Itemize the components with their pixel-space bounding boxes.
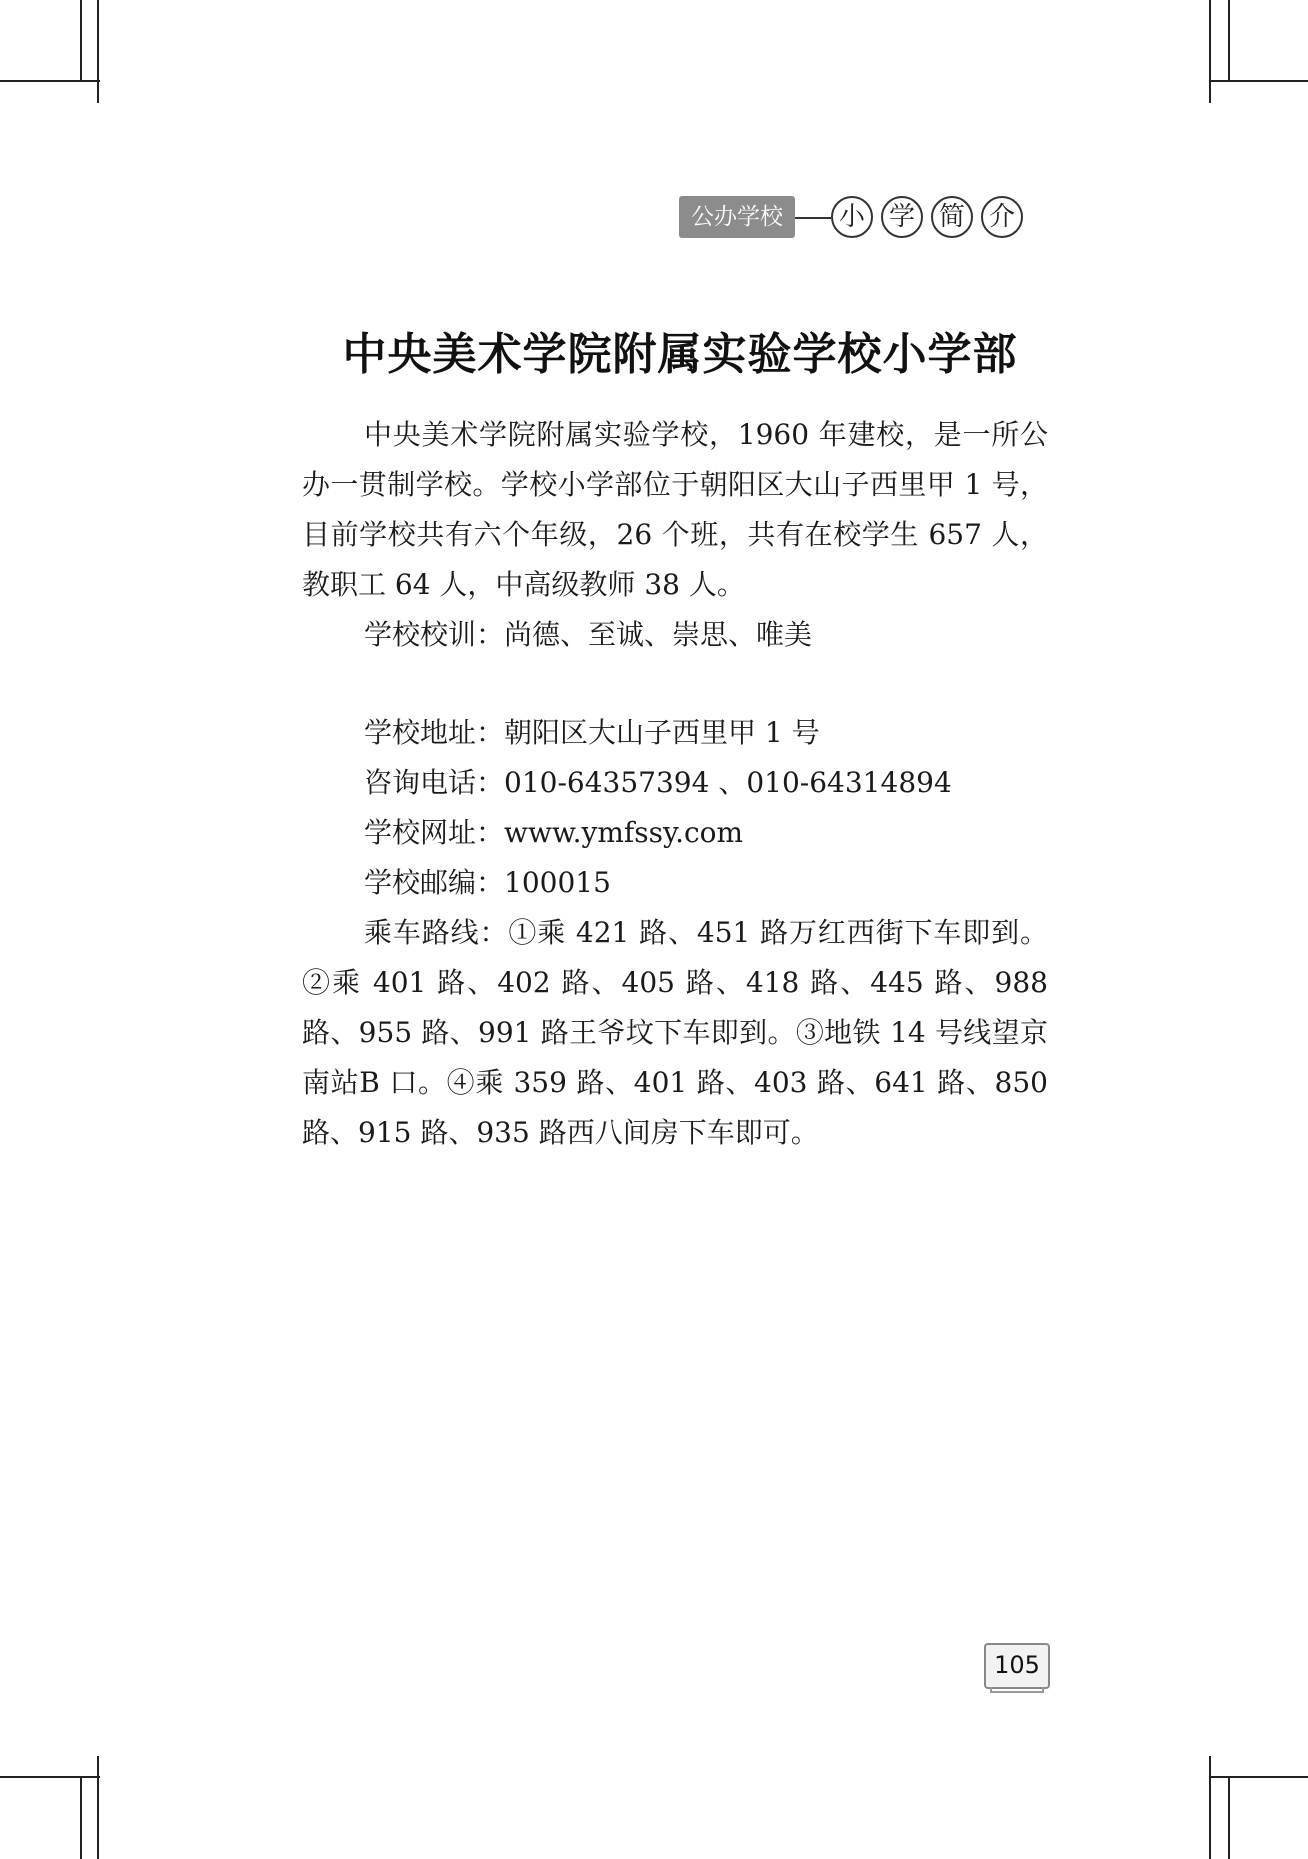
postcode-value: 100015 <box>504 866 611 899</box>
crop-mark-top-left-v <box>97 0 99 103</box>
address-line <box>302 708 1048 758</box>
crop-mark-top-right-v2 <box>1228 0 1230 80</box>
motto-label: 学校校训： <box>364 618 505 651</box>
postcode-label: 学校邮编： <box>364 866 505 899</box>
motto-line <box>302 610 1048 660</box>
page-number: 105 <box>984 1643 1050 1689</box>
website-label: 学校网址： <box>364 816 505 849</box>
crop-mark-bottom-left-v2 <box>80 1776 82 1859</box>
phone-line <box>302 758 1048 808</box>
running-header <box>677 192 1042 244</box>
intro-block <box>302 410 1048 660</box>
crop-mark-bottom-right-v <box>1209 1756 1211 1859</box>
crop-mark-bottom-right-h <box>1209 1776 1308 1778</box>
header-connector-line <box>795 217 831 219</box>
category-tag: 公办学校 <box>679 196 795 238</box>
phone-label: 咨询电话： <box>364 766 505 799</box>
route-paragraph <box>302 908 1048 1158</box>
section-char-1: 小 <box>831 196 873 238</box>
crop-mark-top-right-h <box>1209 80 1308 82</box>
route-value: ①乘 421 路、451 路万红西街下车即到。②乘 401 路、402 路、405 路、418 路、445 路、988 路、955 路、991 路王爷坟下车即到。③地铁 14 号线望京南站B 口。④乘 359 路、401 路、403 路、641 路、850 路、915 路、935 路西八间房下车即可。 <box>302 916 1048 1149</box>
section-char-2: 学 <box>881 196 923 238</box>
motto-value: 尚德、至诚、崇思、唯美 <box>504 618 813 651</box>
website-line <box>302 808 1048 858</box>
postcode-line <box>302 858 1048 908</box>
route-label: 乘车路线： <box>364 916 509 949</box>
phone-value: 010-64357394 、010-64314894 <box>504 766 952 799</box>
section-char-4: 介 <box>981 196 1023 238</box>
website-value: www.ymfssy.com <box>504 816 744 849</box>
section-char-3: 简 <box>931 196 973 238</box>
info-block <box>302 708 1048 1158</box>
intro-paragraph: 中央美术学院附属实验学校，1960 年建校，是一所公办一贯制学校。学校小学部位于朝阳区大山子西里甲 1 号，目前学校共有六个年级，26 个班，共有在校学生 657 人，教职工 64 人，中高级教师 38 人。 <box>302 418 1048 601</box>
crop-mark-bottom-left-v <box>97 1756 99 1859</box>
crop-mark-bottom-right-v2 <box>1228 1776 1230 1859</box>
address-label: 学校地址： <box>364 716 505 749</box>
crop-mark-bottom-left-h <box>0 1776 100 1778</box>
crop-mark-top-left-h <box>0 80 100 82</box>
crop-mark-top-left-v2 <box>80 0 82 80</box>
crop-mark-top-right-v <box>1209 0 1211 103</box>
address-value: 朝阳区大山子西里甲 1 号 <box>504 716 820 749</box>
page-title: 中央美术学院附属实验学校小学部 <box>342 329 1018 380</box>
